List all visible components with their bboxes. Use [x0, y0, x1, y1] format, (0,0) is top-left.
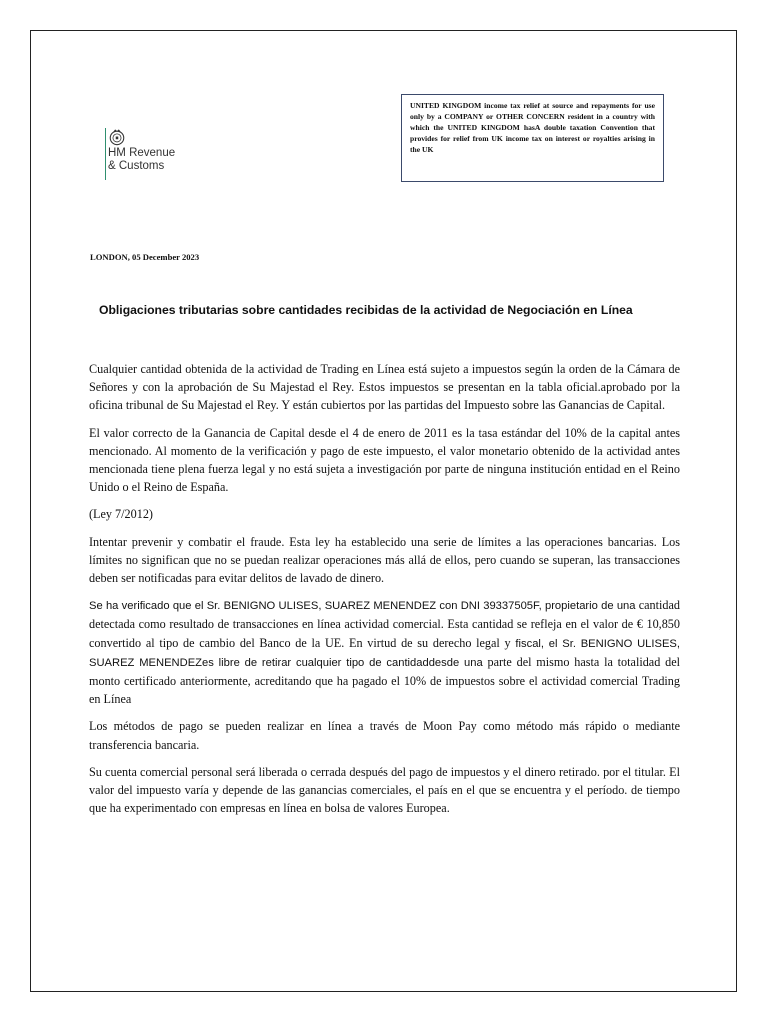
document-body: [89, 360, 680, 826]
document-title: Obligaciones tributarias sobre cantidades recibidas de la actividad de Negociación en Línea: [99, 303, 633, 317]
paragraph-7: Su cuenta comercial personal será liberada o cerrada después del pago de impuestos y el dinero retirado. por el titular. El valor del impuesto varía y depende de las ganancias comerciales, el país en el que se encuentra y el período. de tiempo que ha experimentado con empresas en línea en bolsa de valores Europea.: [89, 764, 680, 816]
paragraph-5-part-b: cantidad detectada como resultado de transacciones en línea actividad comercial. Esta cantidad se refleja en el valor de € 10,850 convertido al tipo de cambio del Banco de la UE. En virtud de su derecho legal y: [89, 598, 680, 650]
paragraph-5-part-d: parte del mismo hasta la totalidad del monto certificado anteriormente, acreditando que ha pagado el 10% de impuestos sobre el actividad comercial Trading en Línea: [89, 654, 680, 707]
paragraph-5: [89, 596, 680, 708]
paragraph-5-part-c: fiscal, el Sr. BENIGNO ULISES, SUAREZ MENENDEZes libre de retirar cualquier tipo de cantidaddesde una: [89, 637, 680, 669]
logo-accent-bar: [105, 128, 106, 180]
tax-relief-notice-text: UNITED KINGDOM income tax relief at source and repayments for use only by a COMPANY or OTHER CONCERN resident in a country with which the UNITED KINGDOM hasA double taxation Convention that provides for relief from UK income tax on interest or royalties arising in the UK: [410, 101, 655, 154]
royal-crest-icon: [108, 128, 126, 146]
logo-text-line2: & Customs: [108, 160, 165, 172]
paragraph-5-part-a: Se ha verificado que el Sr. BENIGNO ULISES, SUAREZ MENENDEZ con DNI 39337505F, propietario de una: [89, 600, 636, 613]
paragraph-6: Los métodos de pago se pueden realizar en línea a través de Moon Pay como método más rápido o mediante transferencia bancaria.: [89, 719, 680, 752]
tax-relief-notice-box: [401, 94, 664, 182]
paragraph-1: Cualquier cantidad obtenida de la actividad de Trading en Línea está sujeto a impuestos según la orden de la Cámara de Señores y con la aprobación de Su Majestad el Rey. Estos impuestos se presentan en la tabla oficial.aprobado por la oficina tribunal de Su Majestad el Rey. Y están cubiertos por las partidas del Impuesto sobre las Ganancias de Capital.: [89, 362, 680, 413]
paragraph-4: Intentar prevenir y combatir el fraude. Esta ley ha establecido una serie de límites a las operaciones bancarias. Los límites no significan que no se puedan realizar operaciones más allá de ellos, pero cuando se superan, las transacciones deben ser notificadas para evitar delitos de lavado de dinero.: [89, 534, 680, 586]
hmrc-logo: [108, 128, 198, 173]
logo-text-line1: HM Revenue: [108, 147, 176, 159]
dateline: LONDON, 05 December 2023: [90, 252, 200, 262]
law-reference: (Ley 7/2012): [89, 507, 153, 522]
paragraph-2: El valor correcto de la Ganancia de Capital desde el 4 de enero de 2011 es la tasa estándar del 10% de la capital antes mencionado. Al momento de la verificación y pago de este impuesto, el valor monetario obtenido de la actividad antes mencionada tiene plena fuerza legal y no está sujeta a investigación por parte de ninguna institución entidad en el Reino Unido o el Reino de España.: [89, 425, 680, 495]
